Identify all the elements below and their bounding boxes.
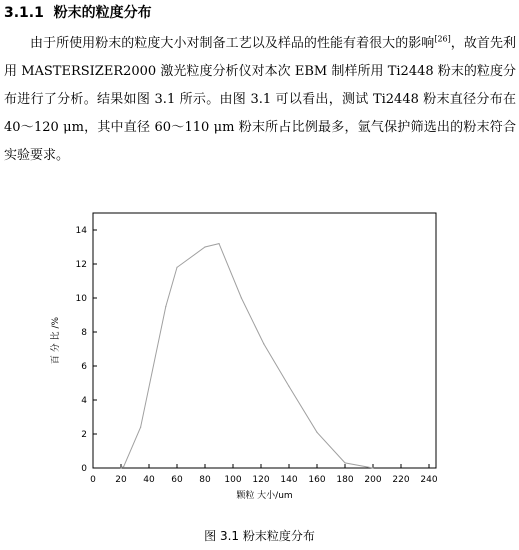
- particle-size-chart: [0, 200, 519, 510]
- section-number: 3.1.1: [4, 5, 44, 21]
- data-point: [241, 297, 242, 298]
- body-text-part1: 由于所使用粉末的粒度大小对制备工艺以及样品的性能有着很大的影响: [30, 36, 435, 51]
- data-point: [165, 306, 166, 307]
- x-tick-label: 160: [308, 475, 326, 485]
- y-tick-label: 10: [75, 294, 87, 304]
- plot-frame: [93, 213, 436, 468]
- data-point: [123, 466, 124, 467]
- section-heading: [4, 2, 152, 22]
- y-tick-label: 6: [81, 362, 87, 372]
- data-point: [263, 343, 264, 344]
- y-tick-label: 12: [75, 260, 87, 270]
- data-point: [344, 462, 345, 463]
- figure-caption: 图 3.1 粉末粒度分布: [204, 529, 315, 543]
- x-tick-label: 60: [171, 475, 183, 485]
- x-tick-label: 140: [280, 475, 298, 485]
- body-paragraph: [4, 30, 516, 170]
- data-point: [120, 467, 121, 468]
- data-point: [140, 427, 141, 428]
- x-tick-label: 80: [199, 475, 211, 485]
- y-axis-label: 百 分 比 /%: [51, 316, 61, 365]
- series-line: [121, 244, 373, 468]
- x-tick-label: 220: [392, 475, 410, 485]
- data-point: [218, 243, 219, 244]
- x-tick-label: 200: [364, 475, 382, 485]
- y-tick-label: 0: [81, 464, 87, 474]
- y-tick-label: 8: [81, 328, 87, 338]
- x-tick-label: 40: [143, 475, 155, 485]
- y-tick-label: 4: [81, 396, 87, 406]
- section-title: 粉末的粒度分布: [53, 5, 152, 21]
- data-point: [372, 467, 373, 468]
- x-tick-label: 0: [90, 475, 96, 485]
- data-point: [204, 246, 205, 247]
- x-tick-label: 240: [420, 475, 438, 485]
- x-tick-label: 100: [224, 475, 242, 485]
- x-tick-label: 20: [115, 475, 127, 485]
- body-text-part2: ，故首先利用 MASTERSIZER2000 激光粒度分析仪对本次 EBM 制样所用 Ti2448 粉末的粒度分布进行了分析。结果如图 3.1 所示。由图 3.1 可以看出，测试 Ti2448 粉末直径分布在 40～120 μm，其中直径 60～110 μm 粉末所占比例最多，氩气保护筛选出的粉末符合实验要求。: [4, 36, 516, 163]
- y-tick-label: 2: [81, 430, 87, 440]
- citation-ref[interactable]: [26]: [434, 34, 451, 44]
- data-point: [288, 386, 289, 387]
- y-tick-label: 14: [75, 226, 87, 236]
- x-axis-label: 颗粒 大小/um: [236, 491, 293, 501]
- data-point: [176, 267, 177, 268]
- x-tick-label: 180: [336, 475, 354, 485]
- x-tick-label: 120: [252, 475, 270, 485]
- chart-svg: [0, 200, 519, 510]
- data-point: [316, 432, 317, 433]
